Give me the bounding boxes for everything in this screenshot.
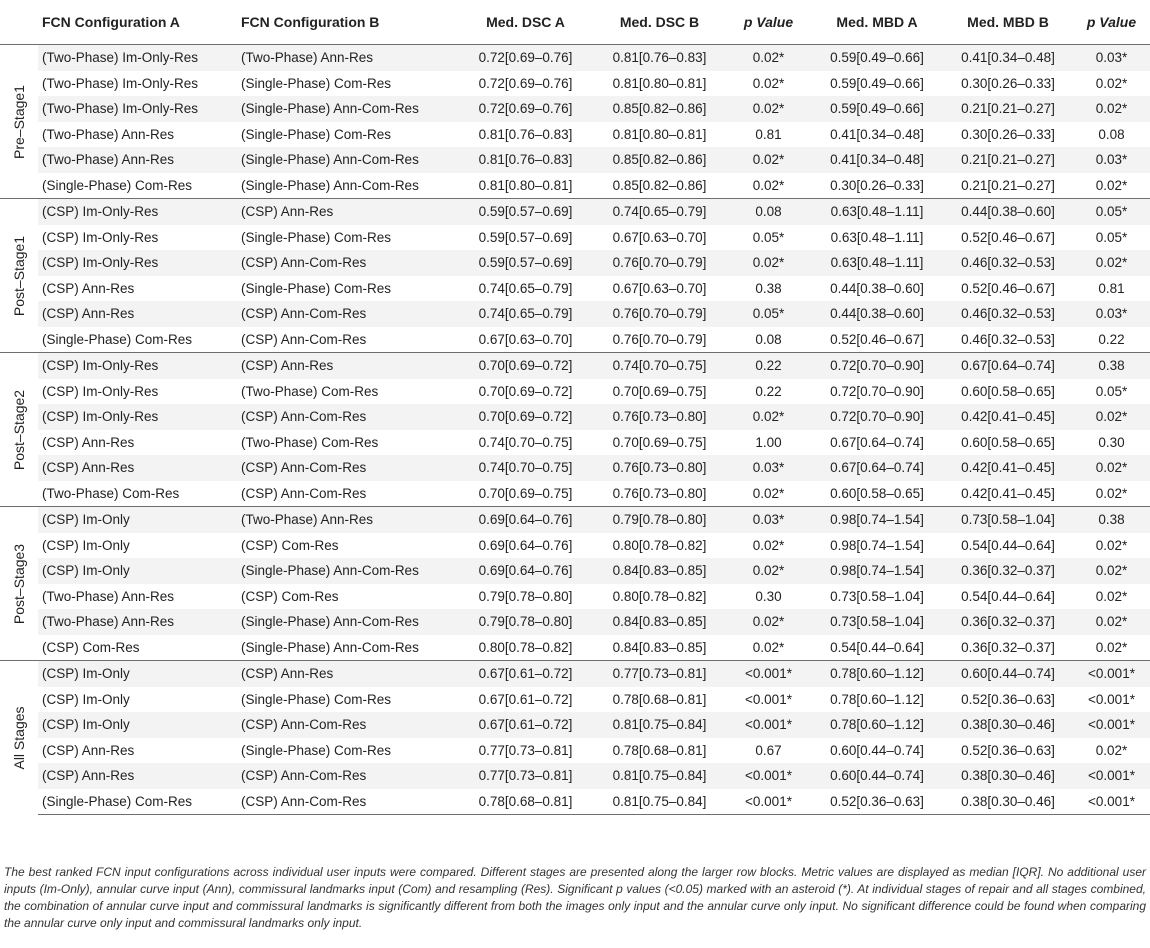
stage-label-text: Pre–Stage1: [11, 84, 27, 159]
config-b-cell: (Single-Phase) Ann-Com-Res: [241, 177, 419, 193]
config-b-cell: (Single-Phase) Com-Res: [241, 75, 392, 91]
config-b-cell: (Two-Phase) Ann-Res: [237, 507, 458, 533]
p-value-dsc-cell: 0.02*: [726, 404, 811, 430]
mbd-a-cell: 0.63[0.48–1.11]: [811, 199, 943, 225]
dsc-a-cell: 0.77[0.73–0.81]: [478, 742, 573, 758]
p-value-mbd-cell: <0.001*: [1073, 763, 1150, 789]
config-b-cell: (Single-Phase) Ann-Com-Res: [237, 147, 458, 173]
header-dsc-b: Med. DSC B: [593, 0, 726, 45]
config-a-cell: (CSP) Ann-Res: [38, 455, 237, 481]
dsc-b-cell: 0.81[0.76–0.83]: [593, 45, 726, 71]
dsc-a-cell: 0.70[0.69–0.72]: [478, 383, 573, 399]
p-value-dsc-cell: <0.001*: [726, 763, 811, 789]
p-value-dsc-cell: 0.02*: [726, 609, 811, 635]
p-value-dsc-cell: 0.02*: [726, 250, 811, 276]
dsc-a-cell: 0.81[0.76–0.83]: [478, 126, 573, 142]
mbd-b-cell: 0.36[0.32–0.37]: [961, 639, 1055, 655]
p-value-dsc-cell: 0.02*: [726, 558, 811, 584]
config-a-cell: (CSP) Im-Only: [38, 661, 237, 687]
p-value-mbd-cell: 0.02*: [1095, 588, 1128, 604]
config-a-cell: (Two-Phase) Ann-Res: [42, 126, 175, 142]
p-value-mbd-cell: 0.05*: [1073, 199, 1150, 225]
stage-label: [0, 353, 38, 507]
dsc-a-cell: 0.67[0.63–0.70]: [478, 331, 573, 347]
table-row: [0, 687, 1150, 713]
p-value-mbd-cell: 0.30: [1098, 434, 1125, 450]
mbd-b-cell: 0.42[0.41–0.45]: [943, 455, 1073, 481]
mbd-b-cell: 0.21[0.21–0.27]: [961, 177, 1055, 193]
config-b-cell: (CSP) Ann-Com-Res: [237, 301, 458, 327]
mbd-a-cell: 0.73[0.58–1.04]: [811, 609, 943, 635]
mbd-a-cell: 0.60[0.44–0.74]: [830, 742, 924, 758]
header-config-b: FCN Configuration B: [237, 0, 458, 45]
dsc-a-cell: 0.72[0.69–0.76]: [458, 45, 593, 71]
mbd-a-cell: 0.41[0.34–0.48]: [830, 126, 924, 142]
config-a-cell: (Two-Phase) Im-Only-Res: [38, 96, 237, 122]
config-b-cell: (CSP) Ann-Com-Res: [237, 455, 458, 481]
mbd-b-cell: 0.38[0.30–0.46]: [943, 712, 1073, 738]
dsc-a-cell: 0.59[0.57–0.69]: [478, 229, 573, 245]
mbd-a-cell: 0.78[0.60–1.12]: [811, 661, 943, 687]
dsc-a-cell: 0.69[0.64–0.76]: [478, 537, 573, 553]
dsc-a-cell: 0.70[0.69–0.72]: [458, 353, 593, 379]
table-row: [0, 763, 1150, 789]
dsc-b-cell: 0.70[0.69–0.75]: [612, 434, 707, 450]
table-body: [0, 45, 1150, 815]
p-value-dsc-cell: 0.02*: [726, 96, 811, 122]
table-row: [0, 250, 1150, 276]
p-value-mbd-cell: 0.08: [1098, 126, 1125, 142]
stage-label: [0, 199, 38, 353]
mbd-b-cell: 0.52[0.46–0.67]: [961, 229, 1055, 245]
dsc-b-cell: 0.77[0.73–0.81]: [593, 661, 726, 687]
config-a-cell: (CSP) Ann-Res: [42, 434, 135, 450]
mbd-a-cell: 0.59[0.49–0.66]: [811, 45, 943, 71]
table-row: [0, 379, 1150, 405]
mbd-a-cell: 0.72[0.70–0.90]: [811, 404, 943, 430]
table-row: [0, 45, 1150, 71]
p-value-dsc-cell: 0.03*: [726, 455, 811, 481]
table-row: [0, 481, 1150, 507]
mbd-b-cell: 0.42[0.41–0.45]: [943, 404, 1073, 430]
mbd-b-cell: 0.60[0.44–0.74]: [943, 661, 1073, 687]
config-a-cell: (CSP) Im-Only: [38, 558, 237, 584]
dsc-b-cell: 0.70[0.69–0.75]: [612, 383, 707, 399]
p-value-mbd-cell: 0.81: [1098, 280, 1125, 296]
mbd-a-cell: 0.52[0.46–0.67]: [830, 331, 924, 347]
mbd-a-cell: 0.44[0.38–0.60]: [830, 280, 924, 296]
mbd-a-cell: 0.60[0.58–0.65]: [830, 485, 924, 501]
dsc-b-cell: 0.76[0.73–0.80]: [593, 404, 726, 430]
config-b-cell: (CSP) Ann-Res: [237, 661, 458, 687]
dsc-b-cell: 0.76[0.70–0.79]: [593, 250, 726, 276]
p-value-dsc-cell: 0.02*: [752, 639, 785, 655]
stage-label: [0, 45, 38, 199]
config-b-cell: (Single-Phase) Ann-Com-Res: [241, 639, 419, 655]
mbd-b-cell: 0.21[0.21–0.27]: [943, 96, 1073, 122]
mbd-a-cell: 0.52[0.36–0.63]: [811, 789, 943, 815]
table-row: [0, 738, 1150, 764]
config-a-cell: (Two-Phase) Ann-Res: [38, 147, 237, 173]
config-a-cell: (CSP) Im-Only-Res: [38, 199, 237, 225]
mbd-a-cell: 0.73[0.58–1.04]: [830, 588, 924, 604]
p-value-dsc-cell: 0.08: [726, 199, 811, 225]
dsc-b-cell: 0.80[0.78–0.82]: [612, 588, 707, 604]
p-value-dsc-cell: 0.03*: [726, 507, 811, 533]
dsc-b-cell: 0.81[0.75–0.84]: [593, 712, 726, 738]
dsc-b-cell: 0.84[0.83–0.85]: [593, 558, 726, 584]
config-a-cell: (CSP) Im-Only: [38, 507, 237, 533]
config-a-cell: (CSP) Ann-Res: [42, 742, 135, 758]
dsc-a-cell: 0.81[0.76–0.83]: [458, 147, 593, 173]
dsc-a-cell: 0.74[0.70–0.75]: [458, 455, 593, 481]
dsc-a-cell: 0.79[0.78–0.80]: [478, 588, 573, 604]
p-value-dsc-cell: 0.38: [755, 280, 782, 296]
dsc-b-cell: 0.84[0.83–0.85]: [593, 609, 726, 635]
dsc-a-cell: 0.74[0.70–0.75]: [478, 434, 573, 450]
config-a-cell: (Single-Phase) Com-Res: [38, 789, 237, 815]
table-row: [0, 533, 1150, 559]
mbd-a-cell: 0.78[0.60–1.12]: [811, 712, 943, 738]
config-a-cell: (CSP) Im-Only-Res: [42, 383, 159, 399]
mbd-a-cell: 0.54[0.44–0.64]: [830, 639, 924, 655]
p-value-dsc-cell: 0.30: [755, 588, 782, 604]
config-a-cell: (CSP) Im-Only-Res: [42, 229, 159, 245]
config-a-cell: (Two-Phase) Com-Res: [42, 485, 180, 501]
table-row: [0, 712, 1150, 738]
table-row: [0, 558, 1150, 584]
mbd-a-cell: 0.44[0.38–0.60]: [811, 301, 943, 327]
table-row: [0, 507, 1150, 533]
dsc-b-cell: 0.81[0.75–0.84]: [593, 789, 726, 815]
p-value-mbd-cell: 0.38: [1073, 353, 1150, 379]
config-b-cell: (CSP) Ann-Com-Res: [237, 250, 458, 276]
table-row: [0, 430, 1150, 456]
dsc-b-cell: 0.76[0.73–0.80]: [593, 455, 726, 481]
table-row: [0, 353, 1150, 379]
dsc-b-cell: 0.76[0.70–0.79]: [593, 301, 726, 327]
mbd-b-cell: 0.54[0.44–0.64]: [961, 537, 1055, 553]
config-b-cell: (CSP) Ann-Com-Res: [241, 485, 367, 501]
p-value-dsc-cell: <0.001*: [726, 712, 811, 738]
dsc-a-cell: 0.67[0.61–0.72]: [478, 691, 573, 707]
config-a-cell: (CSP) Im-Only-Res: [38, 353, 237, 379]
stage-label: [0, 661, 38, 815]
mbd-a-cell: 0.41[0.34–0.48]: [811, 147, 943, 173]
p-value-dsc-cell: 0.02*: [726, 147, 811, 173]
dsc-b-cell: 0.67[0.63–0.70]: [612, 280, 707, 296]
mbd-b-cell: 0.36[0.32–0.37]: [943, 558, 1073, 584]
table-row: [0, 789, 1150, 815]
table-row: [0, 96, 1150, 122]
p-value-mbd-cell: <0.001*: [1088, 691, 1135, 707]
config-a-cell: (CSP) Im-Only: [42, 537, 130, 553]
table-row: [0, 173, 1150, 199]
config-b-cell: (Single-Phase) Ann-Com-Res: [237, 609, 458, 635]
mbd-b-cell: 0.41[0.34–0.48]: [943, 45, 1073, 71]
dsc-a-cell: 0.70[0.69–0.75]: [478, 485, 573, 501]
p-value-mbd-cell: 0.05*: [1095, 229, 1128, 245]
mbd-a-cell: 0.30[0.26–0.33]: [830, 177, 924, 193]
config-a-cell: (Single-Phase) Com-Res: [42, 331, 193, 347]
p-value-mbd-cell: 0.38: [1073, 507, 1150, 533]
mbd-b-cell: 0.52[0.46–0.67]: [961, 280, 1055, 296]
mbd-b-cell: 0.52[0.36–0.63]: [961, 691, 1055, 707]
dsc-b-cell: 0.76[0.73–0.80]: [612, 485, 707, 501]
mbd-b-cell: 0.21[0.21–0.27]: [943, 147, 1073, 173]
p-value-dsc-cell: 0.02*: [752, 177, 785, 193]
mbd-b-cell: 0.36[0.32–0.37]: [943, 609, 1073, 635]
config-b-cell: (CSP) Ann-Res: [237, 353, 458, 379]
dsc-b-cell: 0.81[0.80–0.81]: [612, 75, 707, 91]
mbd-b-cell: 0.42[0.41–0.45]: [961, 485, 1055, 501]
p-value-dsc-cell: 0.02*: [726, 45, 811, 71]
table-row: [0, 71, 1150, 97]
p-value-mbd-cell: 0.03*: [1073, 45, 1150, 71]
p-value-dsc-cell: 0.08: [755, 331, 782, 347]
stage-label-text: All Stages: [11, 706, 27, 770]
p-value-mbd-cell: 0.02*: [1095, 537, 1128, 553]
table-row: [0, 327, 1150, 353]
p-value-dsc-cell: <0.001*: [726, 789, 811, 815]
table-row: [0, 635, 1150, 661]
config-b-cell: (CSP) Ann-Com-Res: [237, 404, 458, 430]
config-b-cell: (Single-Phase) Com-Res: [241, 742, 392, 758]
mbd-a-cell: 0.98[0.74–1.54]: [811, 507, 943, 533]
mbd-b-cell: 0.52[0.36–0.63]: [961, 742, 1055, 758]
config-a-cell: (CSP) Im-Only-Res: [38, 250, 237, 276]
table-row: [0, 301, 1150, 327]
mbd-b-cell: 0.46[0.32–0.53]: [943, 301, 1073, 327]
p-value-mbd-cell: <0.001*: [1073, 789, 1150, 815]
config-a-cell: (Two-Phase) Ann-Res: [38, 609, 237, 635]
p-value-dsc-cell: 0.05*: [726, 301, 811, 327]
p-value-mbd-cell: 0.02*: [1073, 609, 1150, 635]
config-b-cell: (Single-Phase) Com-Res: [241, 691, 392, 707]
config-b-cell: (Single-Phase) Com-Res: [241, 126, 392, 142]
config-a-cell: (CSP) Ann-Res: [38, 763, 237, 789]
config-a-cell: (CSP) Ann-Res: [42, 280, 135, 296]
mbd-b-cell: 0.46[0.32–0.53]: [961, 331, 1055, 347]
config-b-cell: (CSP) Ann-Com-Res: [237, 763, 458, 789]
p-value-mbd-cell: 0.02*: [1095, 742, 1128, 758]
mbd-a-cell: 0.98[0.74–1.54]: [811, 558, 943, 584]
p-value-mbd-cell: 0.02*: [1095, 485, 1128, 501]
p-value-mbd-cell: <0.001*: [1073, 712, 1150, 738]
config-a-cell: (CSP) Ann-Res: [38, 301, 237, 327]
p-value-mbd-cell: 0.02*: [1073, 250, 1150, 276]
dsc-a-cell: 0.69[0.64–0.76]: [458, 507, 593, 533]
config-b-cell: (Two-Phase) Ann-Res: [237, 45, 458, 71]
dsc-b-cell: 0.85[0.82–0.86]: [593, 147, 726, 173]
dsc-b-cell: 0.81[0.80–0.81]: [612, 126, 707, 142]
dsc-b-cell: 0.78[0.68–0.81]: [612, 691, 707, 707]
p-value-mbd-cell: 0.02*: [1073, 455, 1150, 481]
config-b-cell: (CSP) Com-Res: [241, 537, 339, 553]
config-b-cell: (CSP) Ann-Res: [237, 199, 458, 225]
p-value-dsc-cell: 0.02*: [752, 75, 785, 91]
dsc-b-cell: 0.67[0.63–0.70]: [612, 229, 707, 245]
p-value-dsc-cell: 0.67: [755, 742, 782, 758]
config-b-cell: (CSP) Ann-Com-Res: [241, 331, 367, 347]
table-row: [0, 276, 1150, 302]
header-p-value-mbd: p Value: [1073, 0, 1150, 45]
header-mbd-a: Med. MBD A: [811, 0, 943, 45]
mbd-a-cell: 0.63[0.48–1.11]: [830, 229, 924, 245]
mbd-b-cell: 0.38[0.30–0.46]: [943, 763, 1073, 789]
config-b-cell: (CSP) Ann-Com-Res: [237, 789, 458, 815]
mbd-b-cell: 0.60[0.58–0.65]: [961, 434, 1055, 450]
p-value-dsc-cell: 0.05*: [752, 229, 785, 245]
config-a-cell: (CSP) Im-Only: [38, 712, 237, 738]
dsc-a-cell: 0.72[0.69–0.76]: [478, 75, 573, 91]
config-b-cell: (Single-Phase) Com-Res: [241, 229, 392, 245]
stage-label-text: Post–Stage1: [11, 235, 27, 316]
config-b-cell: (Single-Phase) Ann-Com-Res: [237, 558, 458, 584]
table-row: [0, 661, 1150, 687]
dsc-b-cell: 0.81[0.75–0.84]: [593, 763, 726, 789]
p-value-mbd-cell: <0.001*: [1073, 661, 1150, 687]
config-a-cell: (Single-Phase) Com-Res: [42, 177, 193, 193]
stage-label-text: Post–Stage2: [11, 389, 27, 470]
mbd-b-cell: 0.30[0.26–0.33]: [961, 126, 1055, 142]
dsc-a-cell: 0.78[0.68–0.81]: [458, 789, 593, 815]
mbd-a-cell: 0.67[0.64–0.74]: [830, 434, 924, 450]
table-row: [0, 225, 1150, 251]
dsc-a-cell: 0.77[0.73–0.81]: [458, 763, 593, 789]
stage-label-text: Post–Stage3: [11, 543, 27, 624]
dsc-b-cell: 0.85[0.82–0.86]: [593, 96, 726, 122]
dsc-a-cell: 0.72[0.69–0.76]: [458, 96, 593, 122]
dsc-a-cell: 0.79[0.78–0.80]: [458, 609, 593, 635]
table-row: [0, 199, 1150, 225]
mbd-a-cell: 0.60[0.44–0.74]: [811, 763, 943, 789]
p-value-mbd-cell: 0.03*: [1073, 301, 1150, 327]
dsc-a-cell: 0.59[0.57–0.69]: [458, 250, 593, 276]
header-row: [0, 0, 1150, 45]
table-row: [0, 122, 1150, 148]
dsc-b-cell: 0.84[0.83–0.85]: [612, 639, 707, 655]
config-b-cell: (Two-Phase) Com-Res: [241, 383, 379, 399]
mbd-a-cell: 0.78[0.60–1.12]: [830, 691, 924, 707]
mbd-b-cell: 0.54[0.44–0.64]: [961, 588, 1055, 604]
mbd-a-cell: 0.98[0.74–1.54]: [830, 537, 924, 553]
p-value-dsc-cell: 0.02*: [752, 537, 785, 553]
dsc-a-cell: 0.69[0.64–0.76]: [458, 558, 593, 584]
config-a-cell: (CSP) Com-Res: [42, 639, 140, 655]
p-value-mbd-cell: 0.02*: [1073, 558, 1150, 584]
mbd-b-cell: 0.30[0.26–0.33]: [961, 75, 1055, 91]
dsc-b-cell: 0.80[0.78–0.82]: [612, 537, 707, 553]
p-value-mbd-cell: 0.02*: [1073, 96, 1150, 122]
dsc-b-cell: 0.76[0.70–0.79]: [612, 331, 707, 347]
header-mbd-b: Med. MBD B: [943, 0, 1073, 45]
stage-label: [0, 507, 38, 661]
mbd-a-cell: 0.67[0.64–0.74]: [811, 455, 943, 481]
mbd-a-cell: 0.72[0.70–0.90]: [811, 353, 943, 379]
header-dsc-a: Med. DSC A: [458, 0, 593, 45]
dsc-a-cell: 0.74[0.65–0.79]: [458, 301, 593, 327]
p-value-dsc-cell: 0.22: [726, 353, 811, 379]
mbd-a-cell: 0.59[0.49–0.66]: [811, 96, 943, 122]
p-value-dsc-cell: 0.22: [755, 383, 782, 399]
p-value-dsc-cell: 0.81: [755, 126, 782, 142]
header-stage: [0, 0, 38, 45]
p-value-dsc-cell: <0.001*: [745, 691, 792, 707]
dsc-a-cell: 0.67[0.61–0.72]: [458, 712, 593, 738]
table-row: [0, 404, 1150, 430]
config-b-cell: (Two-Phase) Com-Res: [241, 434, 379, 450]
p-value-dsc-cell: 0.02*: [752, 485, 785, 501]
config-a-cell: (Two-Phase) Im-Only-Res: [42, 75, 199, 91]
dsc-b-cell: 0.74[0.70–0.75]: [593, 353, 726, 379]
mbd-a-cell: 0.59[0.49–0.66]: [830, 75, 924, 91]
table-footnote: The best ranked FCN input configurations across individual user inputs were compared. Different stages are presented along the larger row blocks. Metric values are displayed as median [IQR]. No additional user inputs (Im-Only), annular curve input (Ann), commissural landmarks input (Com) and resampling (Res). Significant p values (<0.05) marked with an asteroid (*). At individual stages of repair and all stages combined, the combination of annular curve input and commissural landmarks is significantly different from both the images only input and the annular curve only input. No significant difference could be found when comparing the annular curve only input and commissural landmarks only input.: [4, 865, 1146, 930]
config-b-cell: (CSP) Com-Res: [241, 588, 339, 604]
p-value-mbd-cell: 0.02*: [1095, 639, 1128, 655]
mbd-b-cell: 0.44[0.38–0.60]: [943, 199, 1073, 225]
dsc-b-cell: 0.78[0.68–0.81]: [612, 742, 707, 758]
config-a-cell: (CSP) Im-Only-Res: [38, 404, 237, 430]
dsc-b-cell: 0.85[0.82–0.86]: [612, 177, 707, 193]
table-row: [0, 455, 1150, 481]
dsc-a-cell: 0.81[0.80–0.81]: [478, 177, 573, 193]
p-value-mbd-cell: 0.02*: [1073, 404, 1150, 430]
mbd-b-cell: 0.73[0.58–1.04]: [943, 507, 1073, 533]
config-a-cell: (Two-Phase) Im-Only-Res: [38, 45, 237, 71]
config-b-cell: (Single-Phase) Com-Res: [241, 280, 392, 296]
header-config-a: FCN Configuration A: [38, 0, 237, 45]
dsc-a-cell: 0.67[0.61–0.72]: [458, 661, 593, 687]
p-value-mbd-cell: 0.02*: [1095, 75, 1128, 91]
dsc-a-cell: 0.59[0.57–0.69]: [458, 199, 593, 225]
p-value-dsc-cell: 1.00: [755, 434, 782, 450]
table-row: [0, 147, 1150, 173]
config-a-cell: (Two-Phase) Ann-Res: [42, 588, 175, 604]
mbd-b-cell: 0.46[0.32–0.53]: [943, 250, 1073, 276]
dsc-b-cell: 0.79[0.78–0.80]: [593, 507, 726, 533]
config-a-cell: (CSP) Im-Only: [42, 691, 130, 707]
mbd-b-cell: 0.38[0.30–0.46]: [943, 789, 1073, 815]
config-b-cell: (CSP) Ann-Com-Res: [237, 712, 458, 738]
p-value-mbd-cell: 0.03*: [1073, 147, 1150, 173]
dsc-a-cell: 0.80[0.78–0.82]: [478, 639, 573, 655]
p-value-mbd-cell: 0.22: [1098, 331, 1125, 347]
mbd-a-cell: 0.72[0.70–0.90]: [830, 383, 924, 399]
mbd-a-cell: 0.63[0.48–1.11]: [811, 250, 943, 276]
table-row: [0, 609, 1150, 635]
mbd-b-cell: 0.60[0.58–0.65]: [961, 383, 1055, 399]
dsc-a-cell: 0.70[0.69–0.72]: [458, 404, 593, 430]
p-value-mbd-cell: 0.05*: [1095, 383, 1128, 399]
mbd-b-cell: 0.67[0.64–0.74]: [943, 353, 1073, 379]
dsc-a-cell: 0.74[0.65–0.79]: [478, 280, 573, 296]
table-row: [0, 584, 1150, 610]
header-p-value-dsc: p Value: [726, 0, 811, 45]
p-value-dsc-cell: <0.001*: [726, 661, 811, 687]
dsc-b-cell: 0.74[0.65–0.79]: [593, 199, 726, 225]
config-b-cell: (Single-Phase) Ann-Com-Res: [237, 96, 458, 122]
p-value-mbd-cell: 0.02*: [1095, 177, 1128, 193]
